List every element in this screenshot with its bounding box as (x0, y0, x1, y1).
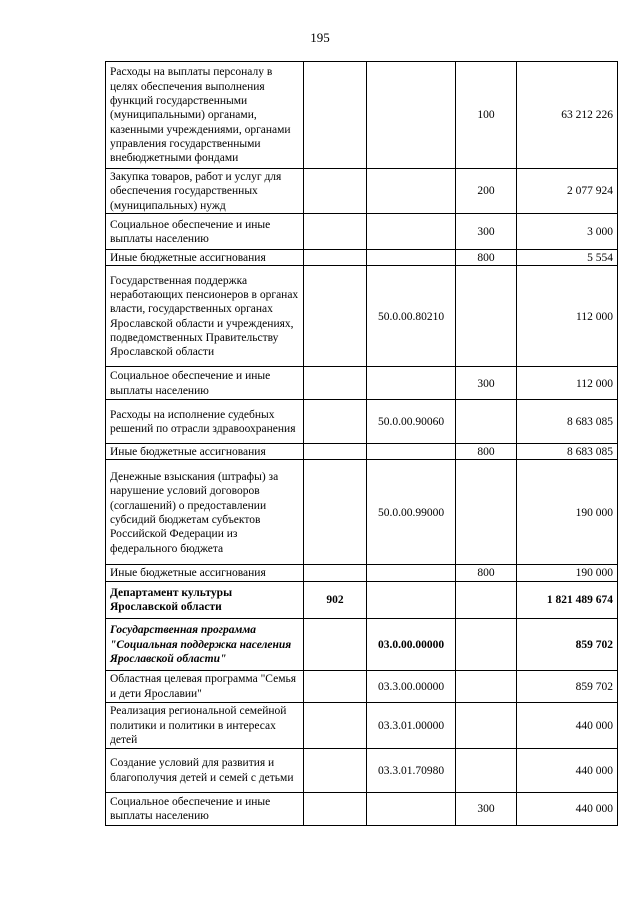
expense-type-cell: 300 (456, 213, 517, 249)
dept-code-cell (304, 618, 367, 670)
target-article-cell (367, 565, 456, 581)
table-row (106, 702, 618, 748)
expense-type-cell: 300 (456, 367, 517, 400)
sum-cell: 440 000 (517, 702, 618, 748)
dept-code-cell (304, 565, 367, 581)
table-row (106, 792, 618, 825)
dept-code-cell (304, 367, 367, 400)
name-cell: Государственная программа "Социальная поддержка населения Ярославской области" (106, 618, 304, 670)
expense-type-cell: 800 (456, 444, 517, 460)
target-article-cell: 03.0.00.00000 (367, 618, 456, 670)
sum-cell: 2 077 924 (517, 169, 618, 214)
target-article-cell: 03.3.01.70980 (367, 748, 456, 792)
sum-cell: 8 683 085 (517, 400, 618, 444)
target-article-cell (367, 581, 456, 618)
name-cell: Реализация региональной семейной политики и политики в интересах детей (106, 702, 304, 748)
sum-cell: 190 000 (517, 460, 618, 565)
dept-code-cell (304, 702, 367, 748)
expense-type-cell (456, 748, 517, 792)
name-cell: Иные бюджетные ассигнования (106, 565, 304, 581)
page-number: 195 (310, 30, 330, 45)
table-row (106, 565, 618, 581)
target-article-cell (367, 169, 456, 214)
sum-cell: 5 554 (517, 249, 618, 265)
table-body (106, 62, 618, 826)
target-article-cell: 03.3.00.00000 (367, 670, 456, 702)
sum-cell: 859 702 (517, 618, 618, 670)
sum-cell: 63 212 226 (517, 62, 618, 169)
name-cell: Денежные взыскания (штрафы) за нарушение условий договоров (соглашений) о предоставлении субсидий бюджетам субъектов Российской Федерации из федерального бюджета (106, 460, 304, 565)
sum-cell: 3 000 (517, 213, 618, 249)
expense-type-cell (456, 618, 517, 670)
table-row (106, 266, 618, 367)
dept-code-cell (304, 266, 367, 367)
sum-cell: 112 000 (517, 367, 618, 400)
expense-type-cell (456, 581, 517, 618)
table-row (106, 460, 618, 565)
name-cell: Областная целевая программа "Семья и дети Ярославии" (106, 670, 304, 702)
sum-cell: 1 821 489 674 (517, 581, 618, 618)
table-row (106, 367, 618, 400)
table-row (106, 444, 618, 460)
table-row (106, 581, 618, 618)
dept-code-cell (304, 62, 367, 169)
dept-code-cell (304, 400, 367, 444)
table-row (106, 249, 618, 265)
dept-code-cell (304, 792, 367, 825)
expense-type-cell: 300 (456, 792, 517, 825)
expense-type-cell (456, 670, 517, 702)
name-cell: Социальное обеспечение и иные выплаты населению (106, 367, 304, 400)
table-row (106, 670, 618, 702)
sum-cell: 190 000 (517, 565, 618, 581)
expense-type-cell: 800 (456, 565, 517, 581)
sum-cell: 440 000 (517, 748, 618, 792)
expense-type-cell (456, 266, 517, 367)
name-cell: Департамент культуры Ярославской области (106, 581, 304, 618)
sum-cell: 8 683 085 (517, 444, 618, 460)
dept-code-cell (304, 444, 367, 460)
target-article-cell (367, 792, 456, 825)
name-cell: Создание условий для развития и благополучия детей и семей с детьми (106, 748, 304, 792)
target-article-cell (367, 367, 456, 400)
dept-code-cell (304, 748, 367, 792)
expense-type-cell: 800 (456, 249, 517, 265)
budget-table (105, 61, 618, 826)
dept-code-cell (304, 460, 367, 565)
expense-type-cell (456, 460, 517, 565)
name-cell: Иные бюджетные ассигнования (106, 249, 304, 265)
target-article-cell: 50.0.00.99000 (367, 460, 456, 565)
dept-code-cell (304, 213, 367, 249)
table-row (106, 400, 618, 444)
expense-type-cell: 200 (456, 169, 517, 214)
name-cell: Закупка товаров, работ и услуг для обеспечения государственных (муниципальных) нужд (106, 169, 304, 214)
name-cell: Государственная поддержка неработающих пенсионеров в органах власти, государственных органах Ярославской области и учреждениях, подведомственных Правительству Ярославской области (106, 266, 304, 367)
dept-code-cell (304, 670, 367, 702)
target-article-cell (367, 249, 456, 265)
dept-code-cell (304, 169, 367, 214)
name-cell: Иные бюджетные ассигнования (106, 444, 304, 460)
table-row (106, 618, 618, 670)
table-row (106, 169, 618, 214)
expense-type-cell: 100 (456, 62, 517, 169)
target-article-cell: 03.3.01.00000 (367, 702, 456, 748)
dept-code-cell (304, 249, 367, 265)
sum-cell: 859 702 (517, 670, 618, 702)
name-cell: Социальное обеспечение и иные выплаты населению (106, 792, 304, 825)
expense-type-cell (456, 400, 517, 444)
target-article-cell (367, 213, 456, 249)
target-article-cell: 50.0.00.90060 (367, 400, 456, 444)
sum-cell: 440 000 (517, 792, 618, 825)
table-row (106, 62, 618, 169)
target-article-cell (367, 444, 456, 460)
name-cell: Расходы на выплаты персоналу в целях обеспечения выполнения функций государственными (муниципальными) органами, казенными учреждениями, органами управления государственными внебюджетными фондами (106, 62, 304, 169)
name-cell: Расходы на исполнение судебных решений по отрасли здравоохранения (106, 400, 304, 444)
target-article-cell (367, 62, 456, 169)
expense-type-cell (456, 702, 517, 748)
dept-code-cell: 902 (304, 581, 367, 618)
target-article-cell: 50.0.00.80210 (367, 266, 456, 367)
table-row (106, 748, 618, 792)
sum-cell: 112 000 (517, 266, 618, 367)
name-cell: Социальное обеспечение и иные выплаты населению (106, 213, 304, 249)
table-row (106, 213, 618, 249)
